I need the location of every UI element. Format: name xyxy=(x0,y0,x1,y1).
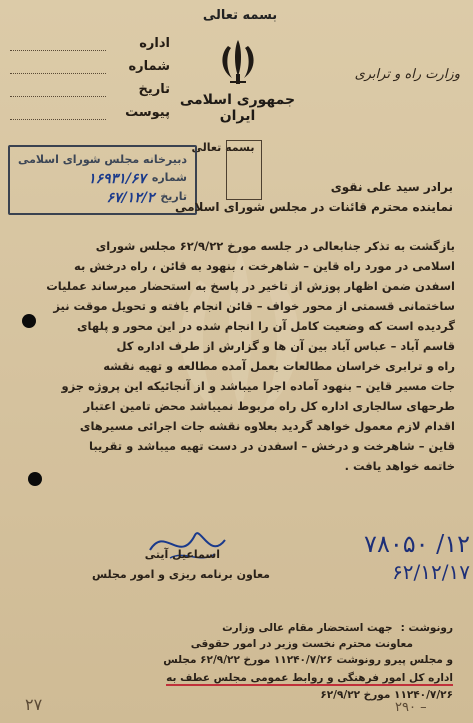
cc-label: رونوشت : xyxy=(400,622,453,634)
republic-name: جمهوری اسلامی ایران xyxy=(179,92,296,124)
field-row xyxy=(10,97,170,120)
body-line: اسلامی در مورد راه قاین – شاهرخت ، بنهود به قائن ، راه درخش به xyxy=(74,259,455,273)
cc-line: ۱۱۲۴۰/۷/۲۶ مورخ ۶۲/۹/۲۲ xyxy=(320,689,453,701)
cc-first-row xyxy=(33,622,453,634)
field-label: اداره xyxy=(139,36,170,51)
field-line xyxy=(10,96,106,97)
field-label: شماره xyxy=(128,59,170,74)
field-label: تاریخ xyxy=(138,82,170,97)
stamp-number-label: شماره xyxy=(151,171,187,184)
stamp-number-value: ۱۶۹۳۱/۶۷ xyxy=(88,171,146,187)
field-row xyxy=(10,74,170,97)
cc-line: معاونت محترم نخست وزیر در امور حقوقی xyxy=(190,638,413,650)
blue-signature-icon xyxy=(140,520,230,570)
ministry-name: وزارت راه و ترابری xyxy=(354,67,460,82)
margin-note-left: ۲۷ xyxy=(25,695,43,714)
header-fields xyxy=(10,28,170,120)
body-line: راه و ترابری خراسان مطالعات بعمل آمده مطالعه و تهیه نقشه xyxy=(103,359,455,373)
body-line: گردیده است که وضعیت کامل آن را انجام شده در این محور و پلهای xyxy=(77,319,455,333)
field-line xyxy=(10,119,106,120)
signatory-name: اسماعیل آیتی xyxy=(144,548,220,561)
iran-emblem-icon xyxy=(214,36,262,88)
punch-hole xyxy=(28,472,42,486)
body-line: اسفدن ضمن اظهار پوزش از تاخیر در پاسخ به استحضار میرساند عملیات xyxy=(46,279,455,293)
handwritten-number: ۷۸۰۵۰ /۱۲ xyxy=(364,530,470,558)
bismillah-heading: بسمه تعالی xyxy=(202,8,278,23)
handwritten-date: ۶۲/۱۲/۱۷ xyxy=(392,560,470,584)
cc-line: جهت استحضار مقام عالی وزارت xyxy=(222,622,393,634)
body-line: قاین – شاهرخت و درخش – اسفدن در دست تهیه میباشد و تقریبا xyxy=(89,439,455,453)
margin-note-right: ۲۹۰ – xyxy=(395,700,427,715)
cc-line-underlined xyxy=(166,672,453,684)
cc-section xyxy=(33,622,453,701)
body-line: طرحهای سالجاری اداره کل راه مربوط نمیباشد محض تامین اعتبار xyxy=(83,399,455,413)
field-row xyxy=(10,28,170,51)
stamp-date-value: ۶۷/۱۲/۲ xyxy=(106,190,155,206)
body-line: ساختمانی قسمتی از محور خواف – قائن انجام یافته و تحویل موقت نیز xyxy=(53,299,455,313)
body-line: قاسم آباد – عباس آباد بین آن ها و گزارش از طرف اداره کل xyxy=(116,339,455,353)
field-line xyxy=(10,50,106,51)
body-line: اقدام لازم معمول خواهد گردید بعلاوه نقشه جات اجرائی مسیرهای xyxy=(79,419,455,433)
bismillah-secondary: بسمه تعالی xyxy=(191,141,255,154)
body-line: خاتمه خواهد یافت . xyxy=(344,459,455,473)
field-line xyxy=(10,73,106,74)
letter-body xyxy=(45,236,455,476)
field-label: پیوست xyxy=(125,105,170,120)
stamp-title: دبیرخانه مجلس شورای اسلامی xyxy=(17,153,187,166)
addressee-title: نماینده محترم قائنات در مجلس شورای اسلامی xyxy=(174,200,453,214)
addressee-name: برادر سید علی نقوی xyxy=(330,180,453,194)
body-line: بازگشت به تذکر جنابعالی در جلسه مورخ ۶۲/۹/۲۲ مجلس شورای xyxy=(95,239,455,253)
stamp-date-label: تاریخ xyxy=(160,190,187,203)
cc-line: اداره کل امور فرهنگی و روابط عمومی مجلس عطف به xyxy=(166,672,453,684)
field-row xyxy=(10,51,170,74)
punch-hole xyxy=(22,314,36,328)
signatory-title: معاون برنامه ریزی و امور مجلس xyxy=(91,568,270,581)
cc-line: و مجلس پیرو رونوشت ۱۱۲۴۰/۷/۲۶ مورخ ۶۲/۹/۲۲ مجلس xyxy=(163,654,453,666)
body-line: جات مسیر قاین – بنهود آماده اجرا میباشد و از آنجائیکه این پروژه جزو xyxy=(61,379,455,393)
